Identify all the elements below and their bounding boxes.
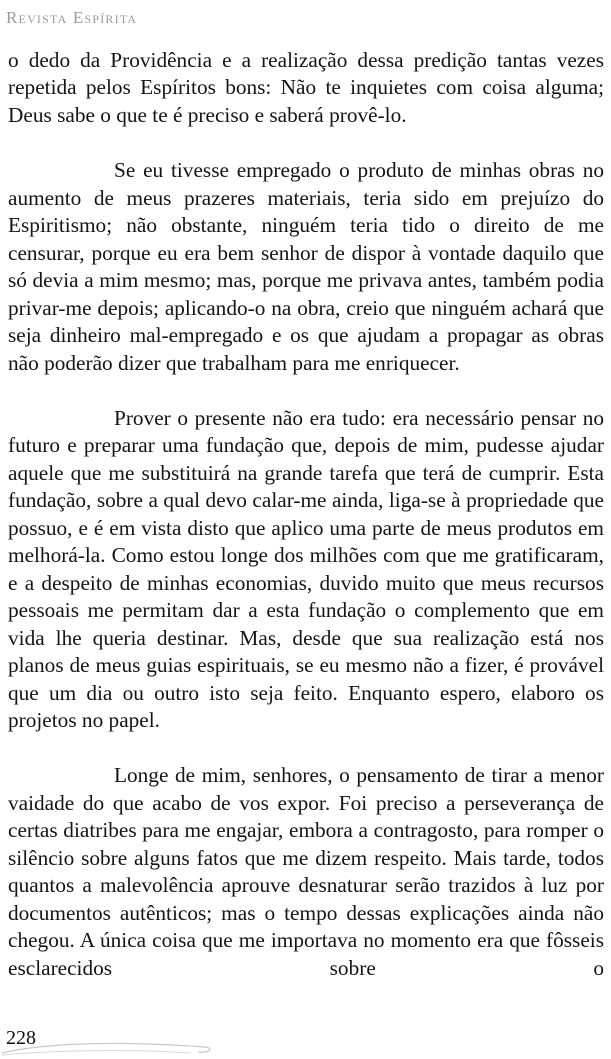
- body-text: [8, 47, 604, 982]
- page-number: 228: [6, 1027, 36, 1049]
- paragraph-continuation: o dedo da Providência e a realização dessa predição tantas vezes repetida pelos Espíritos bons: Não te inquietes com coisa alguma; Deus sabe o que te é preciso e saberá provê-lo.: [8, 48, 604, 127]
- paragraph-material-pleasures: Se eu tivesse empregado o produto de minhas obras no aumento de meus prazeres materiais, teria sido em prejuízo do Espiritismo; não obstante, ninguém teria tido o direito de me censurar, porque eu era bem senhor de dispor à vontade daquilo que só devia a mim mesmo; mas, porque me privava antes, também podia privar-me depois; aplicando-o na obra, creio que ninguém achará que seja dinheiro mal-empregado e os que ajudam a propagar as obras não poderão dizer que trabalham para me enriquecer.: [8, 158, 604, 375]
- running-header-title: Revista Espírita: [6, 8, 138, 27]
- paragraph-vanity: Longe de mim, senhores, o pensamento de tirar a menor vaidade do que acabo de vos expor. Foi preciso a perseverança de certas diatribes para me engajar, embora a contragosto, para romper o silêncio sobre alguns fatos que me dizem respeito. Mais tarde, todos quantos a malevolência aprouve desnaturar serão trazidos à luz por documentos autênticos; mas o tempo dessas explicações ainda não chegou. A única coisa que me importava no momento era que fôsseis esclarecidos sobre o: [8, 763, 604, 980]
- paragraph-foundation: Prover o presente não era tudo: era necessário pensar no futuro e preparar uma fundação que, depois de mim, pudesse ajudar aquele que me substituirá na grande tarefa que terá de cumprir. Esta fundação, sobre a qual devo calar-me ainda, liga-se à propriedade que possuo, e é em vista disto que aplico uma parte de meus produtos em melhorá-la. Como estou longe dos milhões com que me gratificaram, e a despeito de minhas economias, duvido muito que meus recursos pessoais me permitam dar a esta fundação o complemento que em vida lhe queria destinar. Mas, desde que sua realização está nos planos de meus guias espirituais, se eu mesmo não a fizer, é provável que um dia ou outro isto seja feito. Enquanto espero, elaboro os projetos no papel.: [8, 405, 604, 732]
